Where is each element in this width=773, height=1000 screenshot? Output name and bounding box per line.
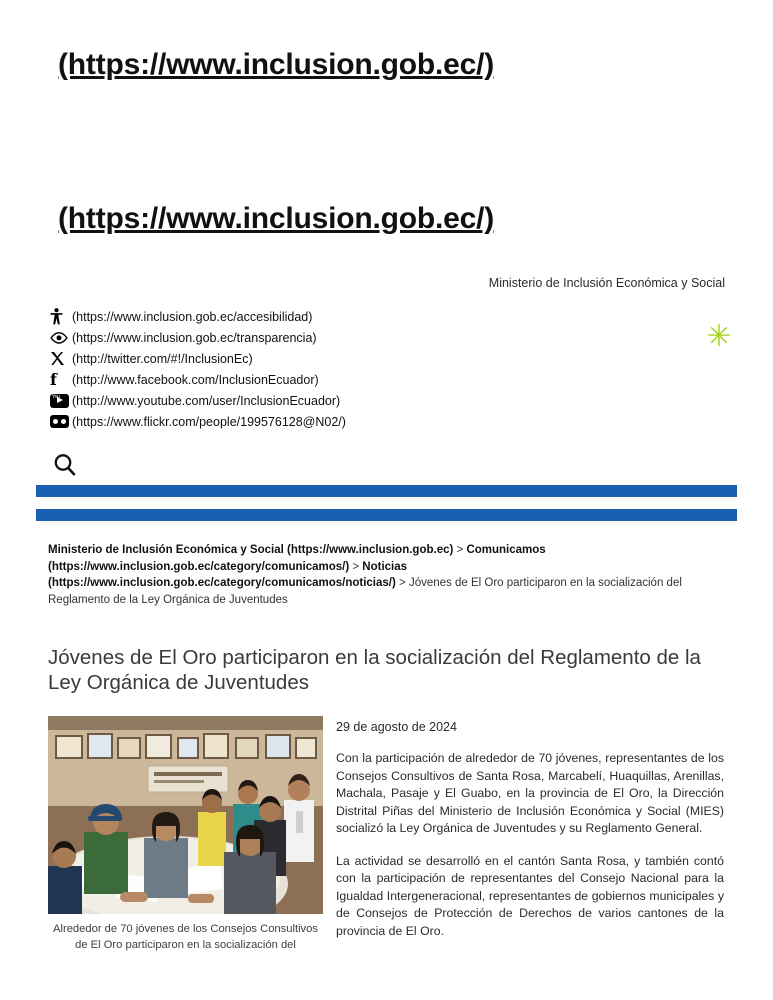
article-paragraph-2: La actividad se desarrolló en el cantón Santa Rosa, y también contó con la participación de representantes del Consejo Nacional para la Igualdad Intergeneracional, representantes de gobiernos municipales y de Consejos de Protección de Derechos de varios cantones de la provincia de El Oro. bbox=[336, 853, 724, 938]
utility-link-twitter[interactable] bbox=[50, 348, 570, 369]
site-home-link-secondary[interactable]: (https://www.inclusion.gob.ec/) bbox=[58, 202, 495, 235]
breadcrumb-separator: > bbox=[395, 577, 409, 589]
breadcrumb-item-current: Jóvenes de El Oro participaron en la socialización del Reglamento de la Ley Orgánica de Juventudes bbox=[48, 577, 682, 606]
article-image bbox=[48, 716, 323, 914]
accessibility-icon bbox=[50, 308, 72, 325]
figure-caption: Alrededor de 70 jóvenes de los Consejos Consultivos de El Oro participaron en la socialización del bbox=[53, 923, 318, 951]
search-icon[interactable] bbox=[52, 452, 78, 478]
utility-link-label: (https://www.inclusion.gob.ec/accesibilidad) bbox=[72, 309, 313, 324]
utility-link-transparencia[interactable] bbox=[50, 327, 570, 348]
article-paragraph-1: Con la participación de alrededor de 70 jóvenes, representantes de los Consejos Consultivos de Santa Rosa, Marcabelí, Huaquillas, Arenillas, Machala, Pasaje y El Guabo, en la provincia de El Oro, la Dirección Distrital Piñas del Ministerio de Inclusión Económica y Social (MIES) socializó la Ley Orgánica de Juventudes y su Reglamento General. bbox=[336, 751, 724, 835]
utility-link-label: (http://www.youtube.com/user/InclusionEcuador) bbox=[72, 393, 341, 408]
eye-icon bbox=[50, 332, 72, 344]
utility-link-flickr[interactable] bbox=[50, 411, 570, 432]
breadcrumb-item-noticias[interactable]: Noticias (https://www.inclusion.gob.ec/category/comunicamos/noticias/) bbox=[48, 560, 408, 589]
article-body bbox=[336, 720, 724, 955]
page-title: Jóvenes de El Oro participaron en la socialización del Reglamento de la Ley Orgánica de Juventudes bbox=[48, 646, 701, 694]
ministry-name: Ministerio de Inclusión Económica y Social bbox=[488, 276, 725, 290]
utility-link-accesibilidad[interactable] bbox=[50, 306, 570, 327]
breadcrumb-separator: > bbox=[453, 544, 467, 556]
utility-link-label: (https://www.flickr.com/people/199576128@N02/) bbox=[72, 414, 346, 429]
breadcrumb bbox=[48, 542, 724, 608]
utility-link-label: (https://www.inclusion.gob.ec/transparencia) bbox=[72, 330, 317, 345]
site-home-link-top[interactable]: (https://www.inclusion.gob.ec/) bbox=[58, 48, 495, 81]
divider-bar-top bbox=[36, 485, 737, 497]
utility-link-label: (http://twitter.com/#!/InclusionEc) bbox=[72, 351, 253, 366]
breadcrumb-separator: > bbox=[349, 560, 363, 573]
breadcrumb-item-comunicamos[interactable]: Comunicamos (https://www.inclusion.gob.ec/category/comunicamos/) bbox=[48, 544, 546, 573]
utility-link-label: (http://www.facebook.com/InclusionEcuador) bbox=[72, 372, 319, 387]
facebook-icon: f bbox=[50, 369, 57, 389]
twitter-x-icon bbox=[50, 351, 72, 366]
article-figure bbox=[48, 716, 323, 953]
breadcrumb-item-ministerio[interactable]: Ministerio de Inclusión Económica y Social (https://www.inclusion.gob.ec) bbox=[48, 544, 454, 556]
article-date: 29 de agosto de 2024 bbox=[336, 720, 457, 734]
youtube-icon: You bbox=[50, 394, 72, 408]
utility-link-facebook[interactable] bbox=[50, 369, 570, 390]
divider-bar-bottom bbox=[36, 509, 737, 521]
sun-asterisk-icon: ✳ bbox=[706, 320, 732, 353]
flickr-icon bbox=[50, 415, 72, 428]
utility-links-list bbox=[50, 306, 570, 432]
utility-link-youtube[interactable] bbox=[50, 390, 570, 411]
